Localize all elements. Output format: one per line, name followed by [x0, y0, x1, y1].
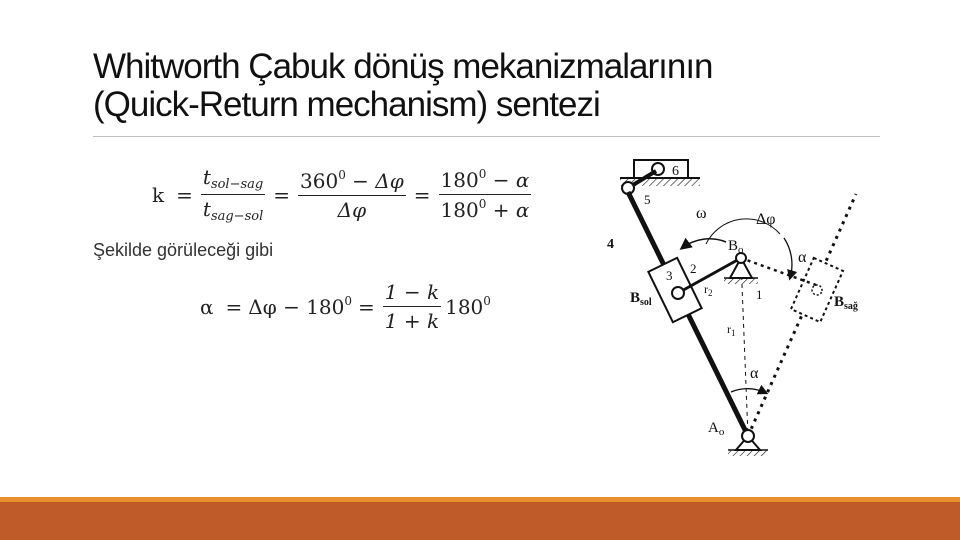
eq1-fraction-angle — [298, 168, 406, 222]
label-3: 3 — [666, 268, 673, 283]
label-2: 2 — [690, 261, 697, 276]
equation-alpha — [200, 280, 497, 333]
eq1-equals-2: = — [273, 182, 290, 207]
eq1-equals-1: = — [176, 182, 193, 207]
title-line-1: Whitworth Çabuk dönüş mekanizmalarının — [93, 47, 713, 86]
eq1-f3-num-a: 180 — [440, 168, 479, 192]
eq2-frac-num: 1 − k — [383, 280, 441, 307]
label-bo: $B_o$ — [728, 238, 744, 256]
label-omega: ω — [696, 205, 707, 222]
eq2-tail-exp: 0 — [483, 294, 491, 308]
eq2-frac-den: 1 + k — [384, 309, 440, 333]
title-line-2: (Quick-Return mechanism) sentezi — [93, 85, 600, 124]
eq2-lhs: α — [200, 294, 214, 319]
label-bsag: $B_{sağ}$ — [834, 294, 858, 312]
eq1-f1-den-var: t — [202, 197, 211, 221]
label-r2: $r_2$ — [704, 282, 713, 298]
eq1-f1-num-sub: sol−sag — [210, 177, 264, 192]
eq2-equals-1: = — [225, 294, 243, 319]
eq1-fraction-time — [201, 165, 265, 224]
eq1-f2-num-a: 360 — [300, 168, 339, 193]
eq2-mid-exp: 0 — [344, 294, 353, 308]
label-6: 6 — [672, 164, 679, 179]
eq1-f2-num-exp: 0 — [338, 167, 346, 182]
eq1-f2-num-b: − Δφ — [345, 168, 404, 193]
label-delta-phi: Δφ — [756, 211, 776, 228]
label-alpha-bottom: α — [750, 365, 759, 382]
label-ao: $A_o$ — [708, 420, 725, 438]
body-text: Şekilde görüleceği gibi — [93, 240, 274, 260]
ground-line-r1 — [741, 260, 748, 436]
label-r1: $r_1$ — [727, 322, 736, 338]
eq1-f1-den-sub: sag−sol — [210, 209, 264, 224]
eq1-equals-3: = — [413, 182, 431, 207]
eq2-mid-a: Δφ − 180 — [248, 295, 345, 319]
pivot-ao — [728, 430, 768, 456]
eq1-f2-den: Δφ — [337, 197, 367, 222]
alpha-bottom-arc — [731, 389, 766, 393]
eq2-equals-2: = — [358, 294, 375, 319]
eq1-f3-den-exp: 0 — [478, 197, 487, 211]
eq2-mid — [248, 294, 352, 319]
pivot-bo — [724, 253, 758, 284]
whitworth-mechanism-diagram — [600, 150, 890, 470]
eq1-fraction-alpha — [439, 167, 532, 222]
eq1-f3-den-a: 180 — [440, 198, 479, 222]
eq1-f3-num-exp: 0 — [478, 167, 487, 181]
slider-6 — [634, 160, 688, 178]
link-4-alternate — [748, 194, 856, 436]
label-1: 1 — [756, 287, 763, 302]
eq2-fraction — [383, 280, 441, 333]
eq2-tail: 180 — [445, 295, 484, 319]
eq1-lhs: k — [152, 182, 165, 207]
label-alpha-top: α — [798, 249, 807, 266]
alpha-top-arc — [784, 238, 792, 278]
label-bsol: $B_{sol}$ — [630, 290, 652, 308]
footer-bar — [0, 502, 960, 540]
slide-title — [93, 48, 893, 124]
eq1-f3-num-b: − α — [486, 168, 530, 192]
title-divider — [93, 136, 880, 137]
eq1-f3-den-b: + α — [486, 198, 530, 222]
slider-right-dotted — [791, 258, 843, 322]
eq1-f1-num-var: t — [202, 165, 211, 189]
eq2-tail-group — [445, 294, 491, 319]
label-4: 4 — [607, 237, 614, 252]
equation-speed-ratio — [152, 165, 533, 224]
omega-arc-arrow — [682, 239, 726, 248]
joint-bsol — [672, 287, 684, 299]
label-5: 5 — [644, 192, 651, 207]
